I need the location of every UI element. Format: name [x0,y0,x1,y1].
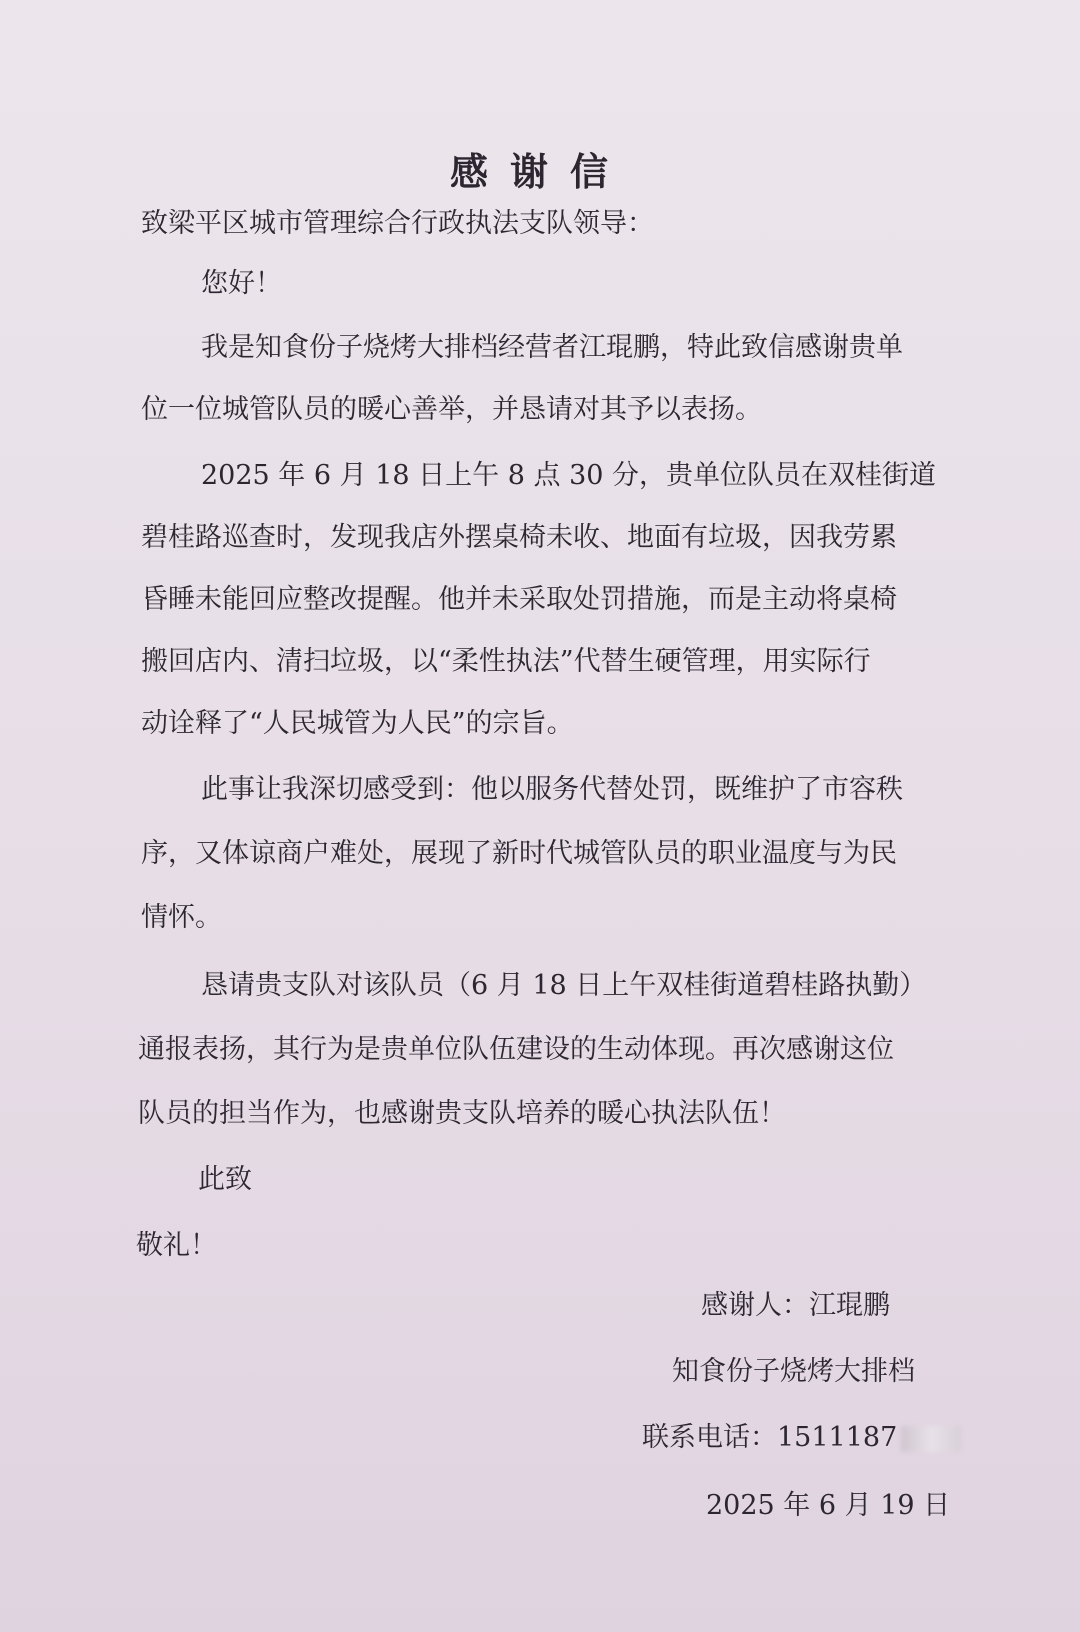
paragraph-line: 序，又体谅商户难处，展现了新时代城管队员的职业温度与为民 [141,838,897,869]
paragraph-line: 碧桂路巡查时，发现我店外摆桌椅未收、地面有垃圾，因我劳累 [141,522,897,553]
paragraph-line: 昏睡未能回应整改提醒。他并未采取处罚措施，而是主动将桌椅 [141,584,897,615]
paragraph-line: 情怀。 [141,902,222,933]
phone-line [642,1418,961,1458]
closing-jing-li: 敬礼！ [136,1230,217,1261]
closing-ci-zhi: 此致 [198,1164,252,1195]
paragraph-line: 2025 年 6 月 18 日上午 8 点 30 分，贵单位队员在双桂街道 [201,460,937,491]
letter-title: 感谢信 [449,149,630,194]
redaction-blur [901,1426,961,1452]
signer: 感谢人：江琨鹏 [701,1290,890,1321]
paragraph-line: 恳请贵支队对该队员（6 月 18 日上午双桂街道碧桂路执勤） [201,970,927,1001]
shop-name: 知食份子烧烤大排档 [672,1356,915,1387]
phone-number: 联系电话：1511187 [642,1422,898,1453]
greeting: 您好！ [201,268,282,299]
salutation: 致梁平区城市管理综合行政执法支队领导： [141,208,654,239]
letter-date: 2025 年 6 月 19 日 [706,1490,951,1521]
paragraph-line: 位一位城管队员的暖心善举，并恳请对其予以表扬。 [141,394,762,425]
paragraph-line: 此事让我深切感受到：他以服务代替处罚，既维护了市容秩 [201,774,903,805]
paragraph-line: 我是知食份子烧烤大排档经营者江琨鹏，特此致信感谢贵单 [201,332,903,363]
paragraph-line: 通报表扬，其行为是贵单位队伍建设的生动体现。再次感谢这位 [138,1034,894,1065]
paragraph-line: 队员的担当作为，也感谢贵支队培养的暖心执法队伍！ [138,1098,786,1129]
paragraph-line: 搬回店内、清扫垃圾，以“柔性执法”代替生硬管理，用实际行 [141,646,871,677]
paragraph-line: 动诠释了“人民城管为人民”的宗旨。 [141,708,574,739]
